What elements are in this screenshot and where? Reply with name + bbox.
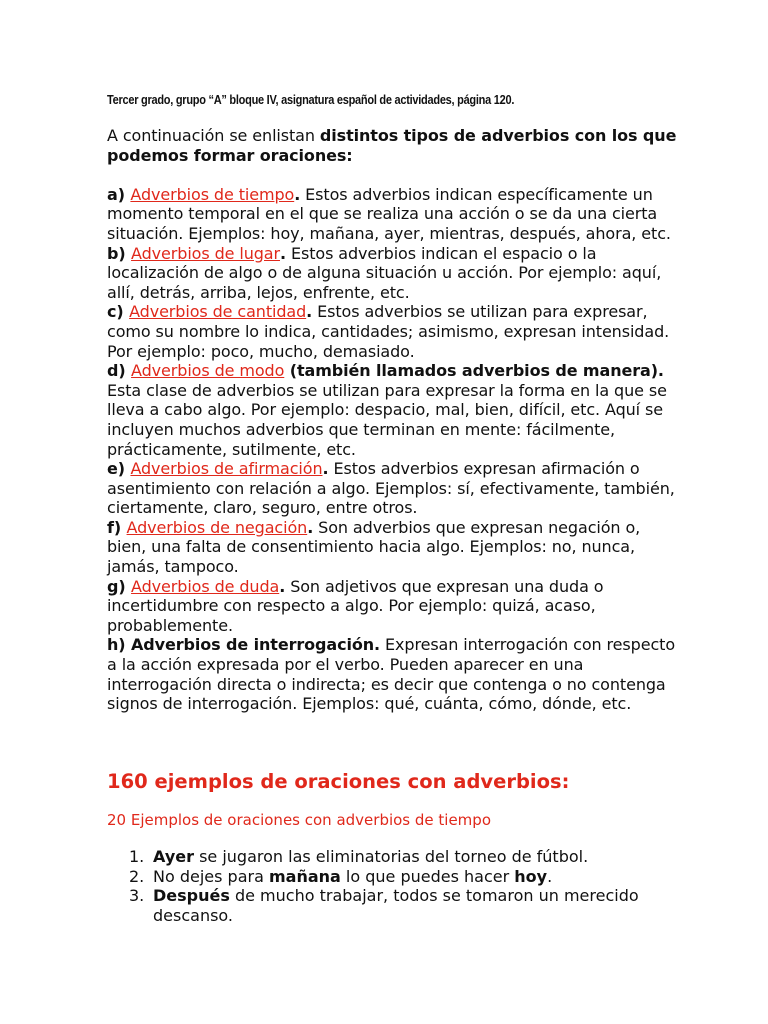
adverb-link-modo[interactable]: Adverbios de modo: [131, 361, 285, 381]
example-adverb: hoy: [514, 866, 548, 886]
list-item: [107, 847, 677, 867]
adverb-item-g: [107, 577, 677, 636]
example-text: lo que puedes hacer: [340, 866, 515, 886]
adverb-item-c: [107, 302, 677, 361]
adverb-item-e: [107, 459, 677, 518]
item-letter: d): [107, 361, 132, 381]
item-text: Son adjetivos que expresan una duda o incertidumbre con respecto a algo. Por ejemplo: quizá, acaso, probablemente.: [107, 576, 604, 635]
adverb-link-negacion[interactable]: Adverbios de negación: [126, 517, 308, 537]
list-number: 3.: [129, 886, 145, 906]
adverb-link-lugar[interactable]: Adverbios de lugar: [131, 243, 280, 263]
example-adverb: Ayer: [153, 847, 194, 866]
example-text: se jugaron las eliminatorias del torneo de fútbol.: [193, 847, 589, 866]
item-letter: c): [107, 302, 130, 322]
adverb-item-b: [107, 244, 677, 303]
item-letter: f): [107, 517, 127, 537]
item-after: .: [279, 576, 286, 596]
item-text: Son adverbios que expresan negación o, bien, una falta de consentimiento hacia algo. Ejemplos: no, nunca, jamás, tampoco.: [107, 517, 641, 577]
item-text: Expresan interrogación con respecto a la acción expresada por el verbo. Pueden aparecer en una interrogación directa o indirecta; es decir que contenga o no contenga signos de interrogación. Ejemplos: qué, cuánta, cómo, dónde, etc.: [107, 635, 676, 714]
intro-bold: distintos tipos de adverbios con los que podemos formar oraciones:: [107, 126, 677, 165]
adverb-item-d: [107, 361, 677, 459]
time-examples-subheading: 20 Ejemplos de oraciones con adverbios de tiempo: [107, 811, 491, 829]
adverb-types-section: [107, 126, 677, 714]
adverb-item-f: [107, 518, 677, 577]
example-text: de mucho trabajar, todos se tomaron un merecido descanso.: [153, 886, 639, 925]
item-text: Estos adverbios indican específicamente un momento temporal en el que se realiza una acción o se da una cierta situación. Ejemplos: hoy, mañana, ayer, mientras, después, ahora, etc.: [107, 184, 671, 243]
examples-list: [107, 847, 677, 925]
item-text: Estos adverbios indican el espacio o la localización de algo o de alguna situación u acción. Por ejemplo: aquí, allí, detrás, arriba, lejos, enfrente, etc.: [107, 243, 662, 302]
examples-heading: 160 ejemplos de oraciones con adverbios:: [107, 770, 570, 793]
item-letter: e): [107, 459, 131, 479]
intro-plain: A continuación se enlistan: [107, 126, 320, 145]
item-letter: g): [107, 576, 132, 596]
item-after: (también llamados adverbios de manera).: [284, 361, 664, 381]
item-text: Estos adverbios se utilizan para expresar, como su nombre lo indica, cantidades; asimismo, expresan intensidad. Por ejemplo: poco, mucho, demasiado.: [107, 302, 670, 361]
item-text: Estos adverbios expresan afirmación o asentimiento con relación a algo. Ejemplos: sí, efectivamente, también, ciertamente, claro, seguro, entre otros.: [107, 459, 675, 518]
list-number: 1.: [129, 847, 145, 866]
adverb-item-a: [107, 185, 677, 244]
item-text: Esta clase de adverbios se utilizan para expresar la forma en la que se lleva a cabo algo. Por ejemplo: despacio, mal, bien, difícil, etc. Aquí se incluyen muchos adverbios que terminan en mente: fácilmente, prácticamente, sutilmente, etc.: [107, 380, 667, 459]
example-text: .: [547, 866, 553, 886]
adverb-link-cantidad[interactable]: Adverbios de cantidad: [129, 302, 307, 322]
item-after: .: [322, 459, 329, 479]
adverb-link-duda[interactable]: Adverbios de duda: [131, 576, 280, 596]
example-adverb: Después: [153, 886, 230, 906]
item-after: .: [279, 243, 286, 263]
intro-paragraph: [107, 126, 677, 165]
item-letter: b): [107, 243, 132, 263]
list-number: 2.: [129, 866, 145, 886]
item-letter: h): [107, 635, 131, 655]
item-after: .: [306, 302, 313, 322]
example-text: No dejes para: [153, 866, 269, 886]
list-item: [107, 867, 677, 887]
adverb-item-h: [107, 635, 677, 713]
adverb-link-afirmacion[interactable]: Adverbios de afirmación: [130, 459, 323, 479]
item-letter: a): [107, 184, 131, 204]
item-after: .: [294, 184, 301, 204]
adverb-link-tiempo[interactable]: Adverbios de tiempo: [130, 184, 295, 204]
item-after: .: [307, 517, 314, 537]
item-title-interrogacion: Adverbios de interrogación.: [130, 635, 381, 655]
example-adverb: mañana: [268, 866, 341, 886]
list-item: [107, 886, 677, 925]
page-header: Tercer grado, grupo “A” bloque IV, asignatura español de actividades, página 120.: [107, 93, 515, 107]
